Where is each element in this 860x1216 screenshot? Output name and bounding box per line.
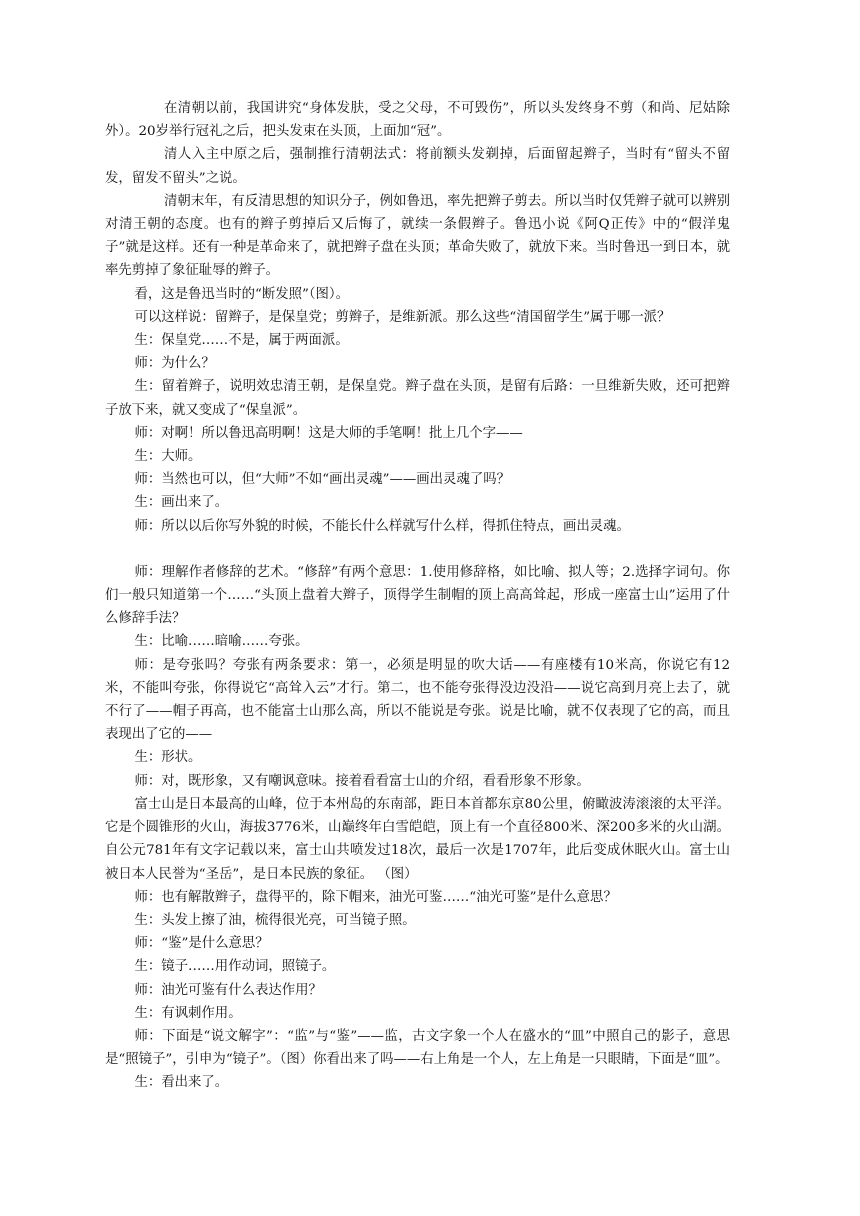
paragraph: 师：当然也可以，但“大师”不如“画出灵魂”——画出灵魂了吗？ [134, 472, 511, 488]
paragraph: 生：形状。 [134, 750, 202, 766]
paragraph: 可以这样说：留辫子，是保皇党；剪辫子，是维新派。那么这些“清国留学生”属于哪一派？ [134, 309, 671, 325]
paragraph: 师：“鉴”是什么意思？ [134, 936, 269, 952]
paragraph: 师：也有解散辫子，盘得平的，除下帽来，油光可鉴……“油光可鉴”是什么意思？ [134, 889, 617, 905]
paragraph: 师：为什么？ [134, 356, 215, 372]
paragraph: 生：头发上擦了油，梳得很光亮，可当镜子照。 [134, 912, 416, 928]
paragraph: 看，这是鲁迅当时的“断发照”（图）。 [134, 286, 350, 302]
paragraph: 生：画出来了。 [134, 495, 229, 511]
paragraph: 生：保皇党……不是，属于两面派。 [134, 333, 349, 349]
section-spacer [105, 538, 730, 561]
paragraph: 师：所以以后你写外貌的时候，不能长什么样就写什么样，得抓住特点，画出灵魂。 [134, 518, 630, 534]
paragraph: 清人入主中原之后，强制推行清朝法式：将前额头发剃掉，后面留起辫子，当时有“留头不留发，留发不留头”之说。 [105, 147, 730, 186]
lesson-section-queue [105, 97, 730, 538]
paragraph: 生：大师。 [134, 449, 202, 465]
paragraph: 师：对，既形象，又有嘲讽意味。接着看看富士山的介绍，看看形象不形象。 [134, 773, 590, 789]
paragraph: 师：下面是“说文解字”：“监”与“鉴”——监，古文字象一个人在盛水的“皿”中照自己的影子，意思是“照镜子”，引申为“镜子”。（图）你看出来了吗——右上角是一个人，左上角是一只眼睛，下面是“皿”。 [105, 1028, 730, 1068]
paragraph: 师：油光可鉴有什么表达作用？ [134, 982, 322, 998]
paragraph: 生：有讽刺作用。 [134, 1005, 242, 1021]
paragraph: 生：留着辫子，说明效忠清王朝，是保皇党。辫子盘在头顶，是留有后路：一旦维新失败，还可把辫子放下来，就又变成了“保皇派”。 [105, 379, 730, 418]
paragraph: 在清朝以前，我国讲究“身体发肤，受之父母，不可毁伤”，所以头发终身不剪（和尚、尼姑除外）。20岁举行冠礼之后，把头发束在头顶，上面加“冠”。 [105, 101, 730, 140]
document-body [105, 97, 730, 1095]
paragraph: 师：对啊！所以鲁迅高明啊！这是大师的手笔啊！批上几个字—— [134, 425, 523, 441]
paragraph: 清朝末年，有反清思想的知识分子，例如鲁迅，率先把辫子剪去。所以当时仅凭辫子就可以辨别对清王朝的态度。也有的辫子剪掉后又后悔了，就续一条假辫子。鲁迅小说《阿Q正传》中的“假洋鬼子”就是这样。还有一种是革命来了，就把辫子盘在头顶；革命失败了，就放下来。当时鲁迅一到日本，就率先剪掉了象征耻辱的辫子。 [105, 193, 730, 279]
paragraph: 生：看出来了。 [134, 1075, 229, 1091]
paragraph: 生：比喻……暗喻……夸张。 [134, 634, 309, 650]
paragraph: 师：理解作者修辞的艺术。“修辞”有两个意思：1.使用修辞格，如比喻、拟人等；2.选择字词句。你们一般只知道第一个……“头顶上盘着大辫子，顶得学生制帽的顶上高高耸起，形成一座富士山”运用了什么修辞手法？ [105, 564, 730, 627]
paragraph: 师：是夸张吗？夸张有两条要求：第一，必须是明显的吹大话——有座楼有10米高，你说它有12米，不能叫夸张，你得说它“高耸入云”才行。第二，也不能夸张得没边没沿——说它高到月亮上去了，就不行了——帽子再高，也不能富士山那么高，所以不能说是夸张。说是比喻，就不仅表现了它的高，而且表现出了它的—— [105, 657, 730, 743]
paragraph: 富士山是日本最高的山峰，位于本州岛的东南部，距日本首都东京80公里，俯瞰波涛滚滚的太平洋。它是个圆锥形的火山，海拔3776米，山巅终年白雪皑皑，顶上有一个直径800米、深200多米的火山湖。自公元781年有文字记载以来，富士山共喷发过18次，最后一次是1707年，此后变成休眠火山。富士山被日本人民誉为“圣岳”，是日本民族的象征。 （图） [105, 796, 730, 882]
paragraph: 生：镜子……用作动词，照镜子。 [134, 959, 336, 975]
lesson-section-rhetoric [105, 561, 730, 1095]
